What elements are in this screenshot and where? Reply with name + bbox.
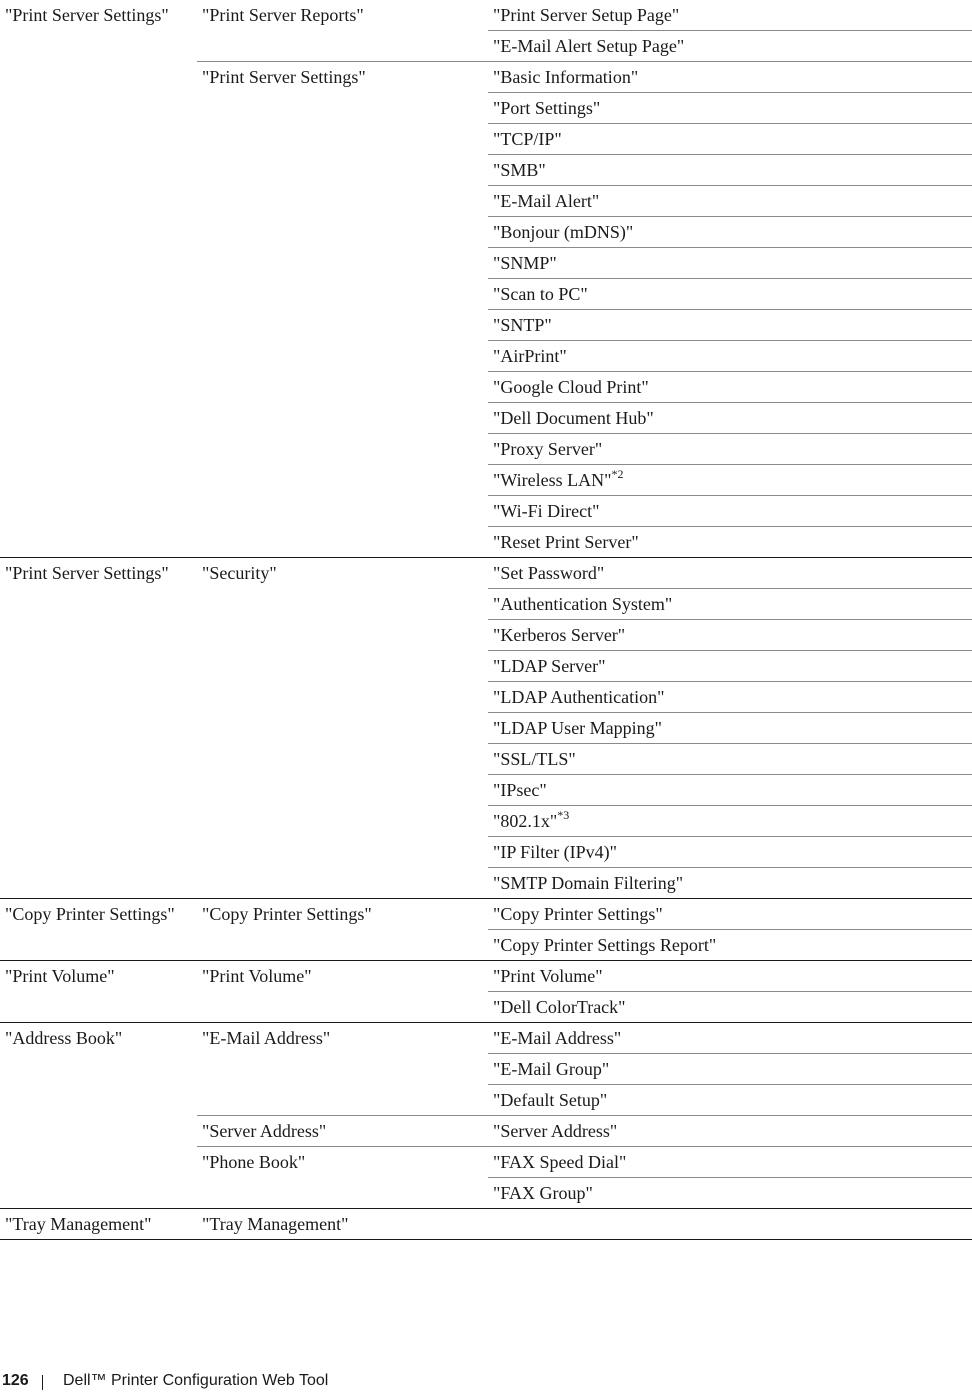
table-row	[0, 899, 972, 930]
cell-text: "E-Mail Group"	[493, 1059, 610, 1079]
cell-text: "Default Setup"	[493, 1090, 608, 1110]
table-row	[0, 31, 972, 62]
table-row	[0, 0, 972, 31]
submenu-cell	[197, 620, 488, 651]
item-cell	[488, 1178, 972, 1209]
footer-title: Dell™ Printer Configuration Web Tool	[63, 1372, 329, 1389]
table-row	[0, 1209, 972, 1240]
menu-cell	[0, 465, 197, 496]
menu-cell	[0, 1023, 197, 1054]
submenu-cell	[197, 837, 488, 868]
table-row	[0, 1178, 972, 1209]
menu-cell	[0, 496, 197, 527]
item-cell	[488, 682, 972, 713]
cell-text: "Reset Print Server"	[493, 532, 639, 552]
cell-text: "Dell ColorTrack"	[493, 997, 626, 1017]
cell-text: "Server Address"	[493, 1121, 618, 1141]
table-row	[0, 403, 972, 434]
table-row	[0, 651, 972, 682]
table-row	[0, 806, 972, 837]
menu-cell	[0, 992, 197, 1023]
item-cell	[488, 465, 972, 496]
item-cell	[488, 930, 972, 961]
cell-text: "Copy Printer Settings"	[202, 904, 372, 924]
menu-cell	[0, 620, 197, 651]
cell-text: "802.1x"	[493, 811, 558, 831]
item-cell	[488, 775, 972, 806]
submenu-cell	[197, 248, 488, 279]
table-row	[0, 372, 972, 403]
item-cell	[488, 279, 972, 310]
table-row	[0, 620, 972, 651]
menu-cell	[0, 93, 197, 124]
table-row	[0, 1054, 972, 1085]
table-row	[0, 310, 972, 341]
table-row	[0, 527, 972, 558]
table-row	[0, 248, 972, 279]
table-row	[0, 744, 972, 775]
item-cell	[488, 899, 972, 930]
item-cell	[488, 155, 972, 186]
menu-cell	[0, 713, 197, 744]
submenu-cell	[197, 558, 488, 589]
footnote-marker: *2	[611, 467, 624, 481]
submenu-cell	[197, 961, 488, 992]
cell-text: "SNTP"	[493, 315, 552, 335]
cell-text: "Authentication System"	[493, 594, 673, 614]
menu-cell	[0, 682, 197, 713]
table-row	[0, 434, 972, 465]
footer-separator	[42, 1375, 43, 1390]
cell-text: "SMTP Domain Filtering"	[493, 873, 684, 893]
item-cell	[488, 527, 972, 558]
cell-text: "SMB"	[493, 160, 546, 180]
table-row	[0, 868, 972, 899]
cell-text: "Print Volume"	[493, 966, 603, 986]
cell-text: "Scan to PC"	[493, 284, 588, 304]
item-cell	[488, 372, 972, 403]
item-cell	[488, 961, 972, 992]
table-row	[0, 589, 972, 620]
cell-text: "AirPrint"	[493, 346, 567, 366]
table-row	[0, 124, 972, 155]
table-row	[0, 465, 972, 496]
submenu-cell	[197, 775, 488, 806]
submenu-cell	[197, 341, 488, 372]
cell-text: "Basic Information"	[493, 67, 639, 87]
submenu-cell	[197, 310, 488, 341]
menu-cell	[0, 341, 197, 372]
item-cell	[488, 186, 972, 217]
cell-text: "Print Server Reports"	[202, 5, 364, 25]
item-cell	[488, 31, 972, 62]
table-row	[0, 558, 972, 589]
item-cell	[488, 124, 972, 155]
cell-text: "SNMP"	[493, 253, 557, 273]
cell-text: "TCP/IP"	[493, 129, 562, 149]
table-row	[0, 930, 972, 961]
menu-cell	[0, 1085, 197, 1116]
menu-cell	[0, 527, 197, 558]
cell-text: "Tray Management"	[202, 1214, 349, 1234]
menu-cell	[0, 434, 197, 465]
item-cell	[488, 62, 972, 93]
menu-cell	[0, 806, 197, 837]
menu-cell	[0, 279, 197, 310]
submenu-cell	[197, 1209, 488, 1240]
submenu-cell	[197, 124, 488, 155]
menu-cell	[0, 1147, 197, 1178]
cell-text: "Security"	[202, 563, 277, 583]
item-cell	[488, 589, 972, 620]
cell-text: "Copy Printer Settings"	[493, 904, 663, 924]
cell-text: "Kerberos Server"	[493, 625, 626, 645]
page-number: 126	[2, 1372, 29, 1389]
submenu-cell	[197, 1116, 488, 1147]
footnote-marker: *3	[557, 808, 570, 822]
menu-cell	[0, 961, 197, 992]
cell-text: "LDAP Authentication"	[493, 687, 665, 707]
submenu-cell	[197, 1023, 488, 1054]
cell-text: "Dell Document Hub"	[493, 408, 654, 428]
menu-cell	[0, 186, 197, 217]
cell-text: "Wi-Fi Direct"	[493, 501, 600, 521]
item-cell	[488, 434, 972, 465]
cell-text: "Wireless LAN"	[493, 470, 612, 490]
submenu-cell	[197, 217, 488, 248]
cell-text: "E-Mail Address"	[493, 1028, 622, 1048]
table-row	[0, 279, 972, 310]
menu-cell	[0, 837, 197, 868]
item-cell	[488, 620, 972, 651]
cell-text: "Set Password"	[493, 563, 605, 583]
item-cell	[488, 713, 972, 744]
menu-cell	[0, 217, 197, 248]
page-footer	[0, 1372, 600, 1394]
cell-text: "Bonjour (mDNS)"	[493, 222, 634, 242]
submenu-cell	[197, 434, 488, 465]
cell-text: "SSL/TLS"	[493, 749, 576, 769]
submenu-cell	[197, 527, 488, 558]
table-row	[0, 496, 972, 527]
cell-text: "Google Cloud Print"	[493, 377, 649, 397]
submenu-cell	[197, 899, 488, 930]
submenu-cell	[197, 31, 488, 62]
submenu-cell	[197, 682, 488, 713]
menu-cell	[0, 1178, 197, 1209]
submenu-cell	[197, 0, 488, 31]
item-cell	[488, 1209, 972, 1240]
cell-text: "Proxy Server"	[493, 439, 603, 459]
menu-cell	[0, 248, 197, 279]
menu-cell	[0, 558, 197, 589]
item-cell	[488, 248, 972, 279]
menu-cell	[0, 1116, 197, 1147]
table-row	[0, 341, 972, 372]
item-cell	[488, 868, 972, 899]
item-cell	[488, 310, 972, 341]
menu-cell	[0, 0, 197, 31]
table-row	[0, 713, 972, 744]
cell-text: "Copy Printer Settings"	[5, 904, 175, 924]
menu-cell	[0, 744, 197, 775]
submenu-cell	[197, 465, 488, 496]
submenu-cell	[197, 62, 488, 93]
menu-cell	[0, 930, 197, 961]
table-row	[0, 93, 972, 124]
submenu-cell	[197, 806, 488, 837]
menu-cell	[0, 1209, 197, 1240]
cell-text: "Print Server Settings"	[5, 5, 169, 25]
cell-text: "Copy Printer Settings Report"	[493, 935, 717, 955]
table-row	[0, 1023, 972, 1054]
menu-cell	[0, 1054, 197, 1085]
submenu-cell	[197, 1147, 488, 1178]
table-row	[0, 186, 972, 217]
cell-text: "E-Mail Alert"	[493, 191, 600, 211]
cell-text: "IP Filter (IPv4)"	[493, 842, 618, 862]
item-cell	[488, 93, 972, 124]
menu-cell	[0, 589, 197, 620]
cell-text: "Print Server Settings"	[202, 67, 366, 87]
item-cell	[488, 1085, 972, 1116]
table-row	[0, 1147, 972, 1178]
table-row	[0, 62, 972, 93]
submenu-cell	[197, 589, 488, 620]
cell-text: "LDAP Server"	[493, 656, 606, 676]
table-row	[0, 775, 972, 806]
submenu-cell	[197, 403, 488, 434]
cell-text: "IPsec"	[493, 780, 547, 800]
item-cell	[488, 651, 972, 682]
menu-cell	[0, 651, 197, 682]
item-cell	[488, 1147, 972, 1178]
table-row	[0, 1085, 972, 1116]
cell-text: "Print Volume"	[202, 966, 312, 986]
cell-text: "Server Address"	[202, 1121, 327, 1141]
item-cell	[488, 744, 972, 775]
submenu-cell	[197, 372, 488, 403]
cell-text: "Tray Management"	[5, 1214, 152, 1234]
menu-cell	[0, 372, 197, 403]
menu-cell	[0, 775, 197, 806]
item-cell	[488, 403, 972, 434]
item-cell	[488, 806, 972, 837]
cell-text: "E-Mail Alert Setup Page"	[493, 36, 685, 56]
cell-text: "FAX Speed Dial"	[493, 1152, 627, 1172]
submenu-cell	[197, 992, 488, 1023]
submenu-cell	[197, 930, 488, 961]
item-cell	[488, 558, 972, 589]
item-cell	[488, 217, 972, 248]
submenu-cell	[197, 155, 488, 186]
item-cell	[488, 837, 972, 868]
submenu-cell	[197, 496, 488, 527]
cell-text: "LDAP User Mapping"	[493, 718, 663, 738]
submenu-cell	[197, 186, 488, 217]
item-cell	[488, 496, 972, 527]
menu-cell	[0, 403, 197, 434]
cell-text: "Address Book"	[5, 1028, 123, 1048]
submenu-cell	[197, 279, 488, 310]
cell-text: "Port Settings"	[493, 98, 601, 118]
menu-cell	[0, 899, 197, 930]
submenu-cell	[197, 868, 488, 899]
submenu-cell	[197, 744, 488, 775]
cell-text: "Print Volume"	[5, 966, 115, 986]
item-cell	[488, 341, 972, 372]
cell-text: "E-Mail Address"	[202, 1028, 331, 1048]
item-cell	[488, 992, 972, 1023]
item-cell	[488, 1054, 972, 1085]
table-row	[0, 217, 972, 248]
item-cell	[488, 0, 972, 31]
submenu-cell	[197, 713, 488, 744]
submenu-cell	[197, 93, 488, 124]
menu-cell	[0, 124, 197, 155]
menu-cell	[0, 31, 197, 62]
table-row	[0, 1116, 972, 1147]
submenu-cell	[197, 651, 488, 682]
table-row	[0, 155, 972, 186]
menu-cell	[0, 62, 197, 93]
table-row	[0, 682, 972, 713]
menu-cell	[0, 310, 197, 341]
cell-text: "FAX Group"	[493, 1183, 593, 1203]
table-row	[0, 961, 972, 992]
submenu-cell	[197, 1178, 488, 1209]
menu-cell	[0, 155, 197, 186]
item-cell	[488, 1116, 972, 1147]
cell-text: "Phone Book"	[202, 1152, 306, 1172]
menu-cell	[0, 868, 197, 899]
submenu-cell	[197, 1054, 488, 1085]
cell-text: "Print Server Settings"	[5, 563, 169, 583]
cell-text: "Print Server Setup Page"	[493, 5, 680, 25]
table-row	[0, 992, 972, 1023]
item-cell	[488, 1023, 972, 1054]
table-row	[0, 837, 972, 868]
submenu-cell	[197, 1085, 488, 1116]
